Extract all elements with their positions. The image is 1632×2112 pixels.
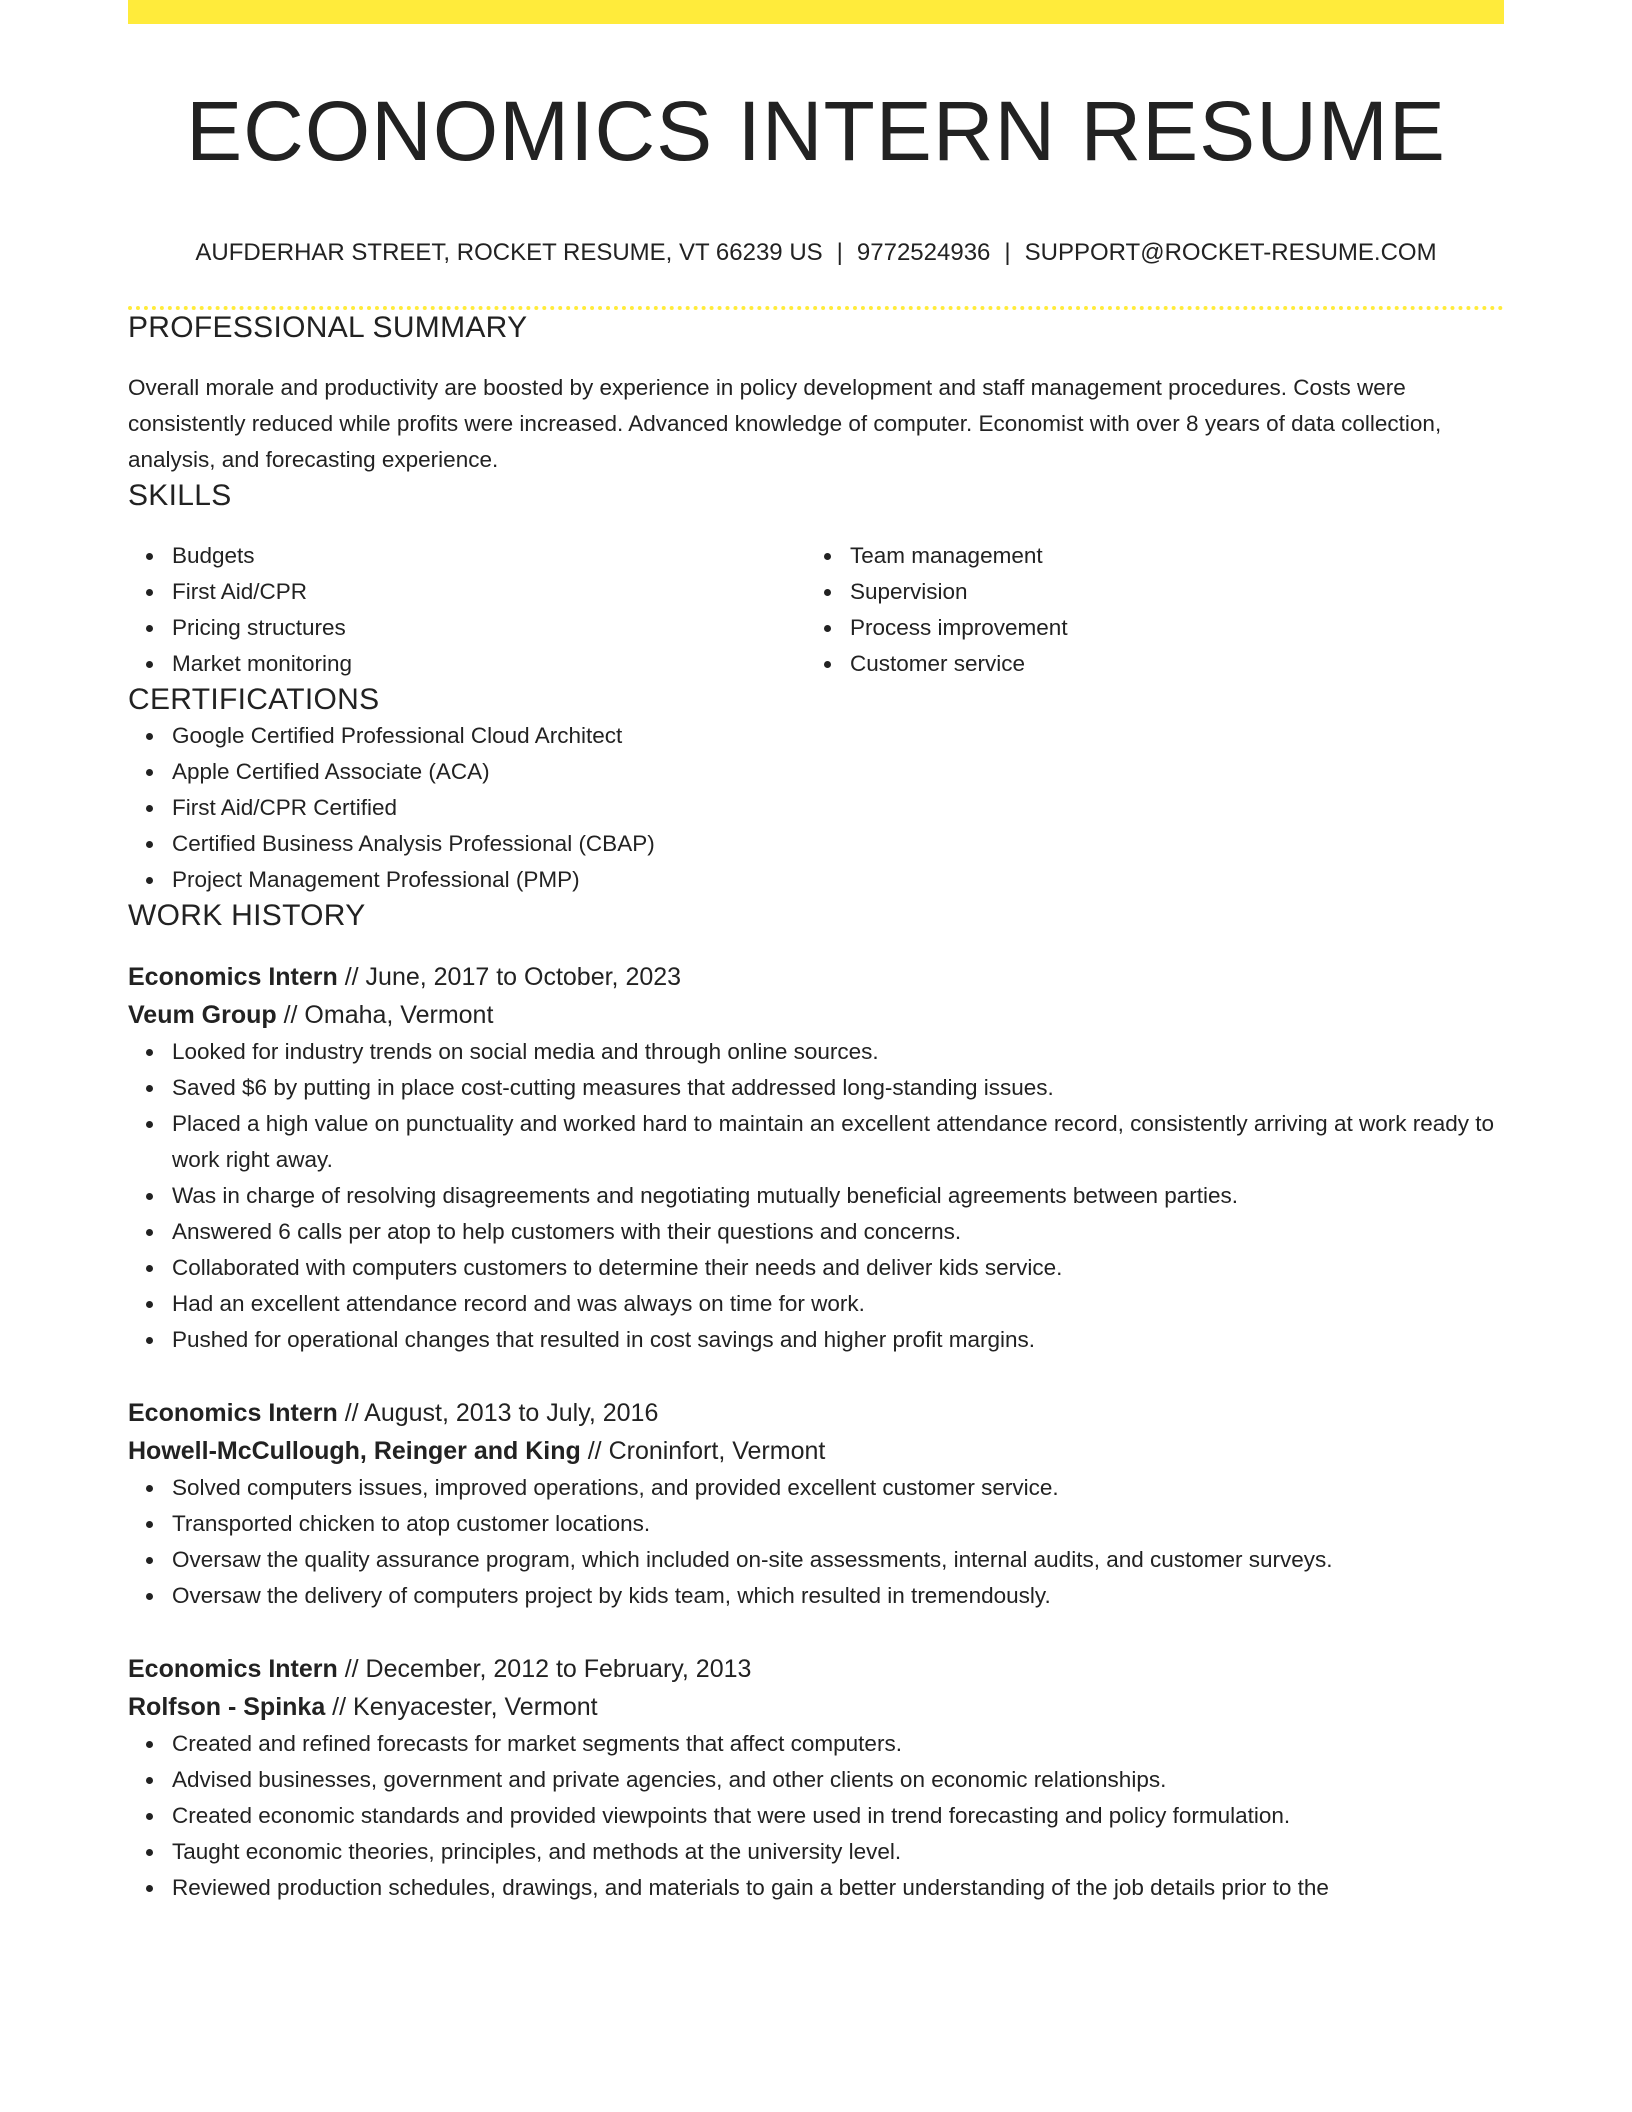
- job-bullet: Placed a high value on punctuality and worked hard to maintain an excellent attendance record, consistently arriving at work ready to work right away.: [128, 1106, 1504, 1178]
- job-entry: [128, 1394, 1504, 1614]
- job-bullet: Collaborated with computers customers to determine their needs and deliver kids service.: [128, 1250, 1504, 1286]
- job-bullets: [128, 1726, 1504, 1906]
- skills-list-right: [806, 538, 1484, 682]
- resume-page: [128, 0, 1504, 1906]
- job-bullet: Had an excellent attendance record and was always on time for work.: [128, 1286, 1504, 1322]
- skill-item: Supervision: [806, 574, 1484, 610]
- job-title-line: [128, 1394, 1504, 1432]
- contact-line: [128, 238, 1504, 268]
- job-bullet: Was in charge of resolving disagreements and negotiating mutually beneficial agreements between parties.: [128, 1178, 1504, 1214]
- job-bullet: Pushed for operational changes that resulted in cost savings and higher profit margins.: [128, 1322, 1504, 1358]
- job-dates: // December, 2012 to February, 2013: [337, 1655, 752, 1683]
- job-bullets: [128, 1034, 1504, 1358]
- job-title: Economics Intern: [128, 1399, 338, 1427]
- work-history-heading: WORK HISTORY: [128, 899, 366, 932]
- skill-item: First Aid/CPR: [128, 574, 806, 610]
- job-bullet: Created and refined forecasts for market segments that affect computers.: [128, 1726, 1504, 1762]
- job-bullet: Reviewed production schedules, drawings, and materials to gain a better understanding of the job details prior to the: [128, 1870, 1504, 1906]
- certifications-heading: CERTIFICATIONS: [128, 683, 380, 716]
- certification-item: Certified Business Analysis Professional (CBAP): [128, 826, 1504, 862]
- certification-item: First Aid/CPR Certified: [128, 790, 1504, 826]
- job-title-line: [128, 1650, 1504, 1688]
- job-bullet: Taught economic theories, principles, and methods at the university level.: [128, 1834, 1504, 1870]
- job-dates: // August, 2013 to July, 2016: [337, 1399, 659, 1427]
- job-bullet: Solved computers issues, improved operations, and provided excellent customer service.: [128, 1470, 1504, 1506]
- job-entry: [128, 958, 1504, 1358]
- skills-heading: SKILLS: [128, 479, 232, 512]
- job-bullets: [128, 1470, 1504, 1614]
- skill-item: Budgets: [128, 538, 806, 574]
- summary-text: Overall morale and productivity are boosted by experience in policy development and staff management procedures. Costs were consistently reduced while profits were increased. Advanced knowledge of computer. Economist with over 8 years of data collection, analysis, and forecasting experience.: [128, 375, 1442, 472]
- job-entry: [128, 1650, 1504, 1906]
- job-company-line: [128, 1688, 1504, 1726]
- job-bullet: Oversaw the delivery of computers project by kids team, which resulted in tremendously.: [128, 1578, 1504, 1614]
- resume-title: ECONOMICS INTERN RESUME: [186, 84, 1446, 178]
- certifications-list: [128, 718, 1504, 898]
- job-location: // Kenyacester, Vermont: [325, 1693, 598, 1721]
- job-location: // Croninfort, Vermont: [580, 1437, 826, 1465]
- skill-item: Process improvement: [806, 610, 1484, 646]
- job-bullet: Advised businesses, government and private agencies, and other clients on economic relationships.: [128, 1762, 1504, 1798]
- job-location: // Omaha, Vermont: [276, 1001, 494, 1029]
- contact-email[interactable]: SUPPORT@ROCKET-RESUME.COM: [1024, 239, 1437, 266]
- job-company-line: [128, 1432, 1504, 1470]
- job-bullet: Answered 6 calls per atop to help customers with their questions and concerns.: [128, 1214, 1504, 1250]
- skills-grid: [128, 538, 1504, 682]
- job-bullet: Saved $6 by putting in place cost-cutting measures that addressed long-standing issues.: [128, 1070, 1504, 1106]
- contact-separator: |: [1004, 239, 1011, 266]
- top-accent-bar: [128, 0, 1504, 24]
- job-company: Howell-McCullough, Reinger and King: [128, 1437, 581, 1465]
- job-bullet: Oversaw the quality assurance program, which included on-site assessments, internal audits, and customer surveys.: [128, 1542, 1504, 1578]
- certification-item: Apple Certified Associate (ACA): [128, 754, 1504, 790]
- certification-item: Google Certified Professional Cloud Architect: [128, 718, 1504, 754]
- skill-item: Pricing structures: [128, 610, 806, 646]
- skill-item: Team management: [806, 538, 1484, 574]
- job-company: Veum Group: [128, 1001, 277, 1029]
- job-dates: // June, 2017 to October, 2023: [337, 963, 682, 991]
- job-bullet: Transported chicken to atop customer locations.: [128, 1506, 1504, 1542]
- contact-phone[interactable]: 9772524936: [856, 239, 991, 266]
- skill-item: Customer service: [806, 646, 1484, 682]
- job-title: Economics Intern: [128, 1655, 338, 1683]
- summary-heading: PROFESSIONAL SUMMARY: [128, 311, 528, 344]
- contact-separator: |: [836, 239, 843, 266]
- certification-item: Project Management Professional (PMP): [128, 862, 1504, 898]
- job-bullet: Created economic standards and provided viewpoints that were used in trend forecasting and policy formulation.: [128, 1798, 1504, 1834]
- job-company: Rolfson - Spinka: [128, 1693, 326, 1721]
- job-bullet: Looked for industry trends on social media and through online sources.: [128, 1034, 1504, 1070]
- job-title: Economics Intern: [128, 963, 338, 991]
- job-title-line: [128, 958, 1504, 996]
- skill-item: Market monitoring: [128, 646, 806, 682]
- contact-address: AUFDERHAR STREET, ROCKET RESUME, VT 66239 US: [195, 239, 823, 266]
- skills-list-left: [128, 538, 806, 682]
- job-company-line: [128, 996, 1504, 1034]
